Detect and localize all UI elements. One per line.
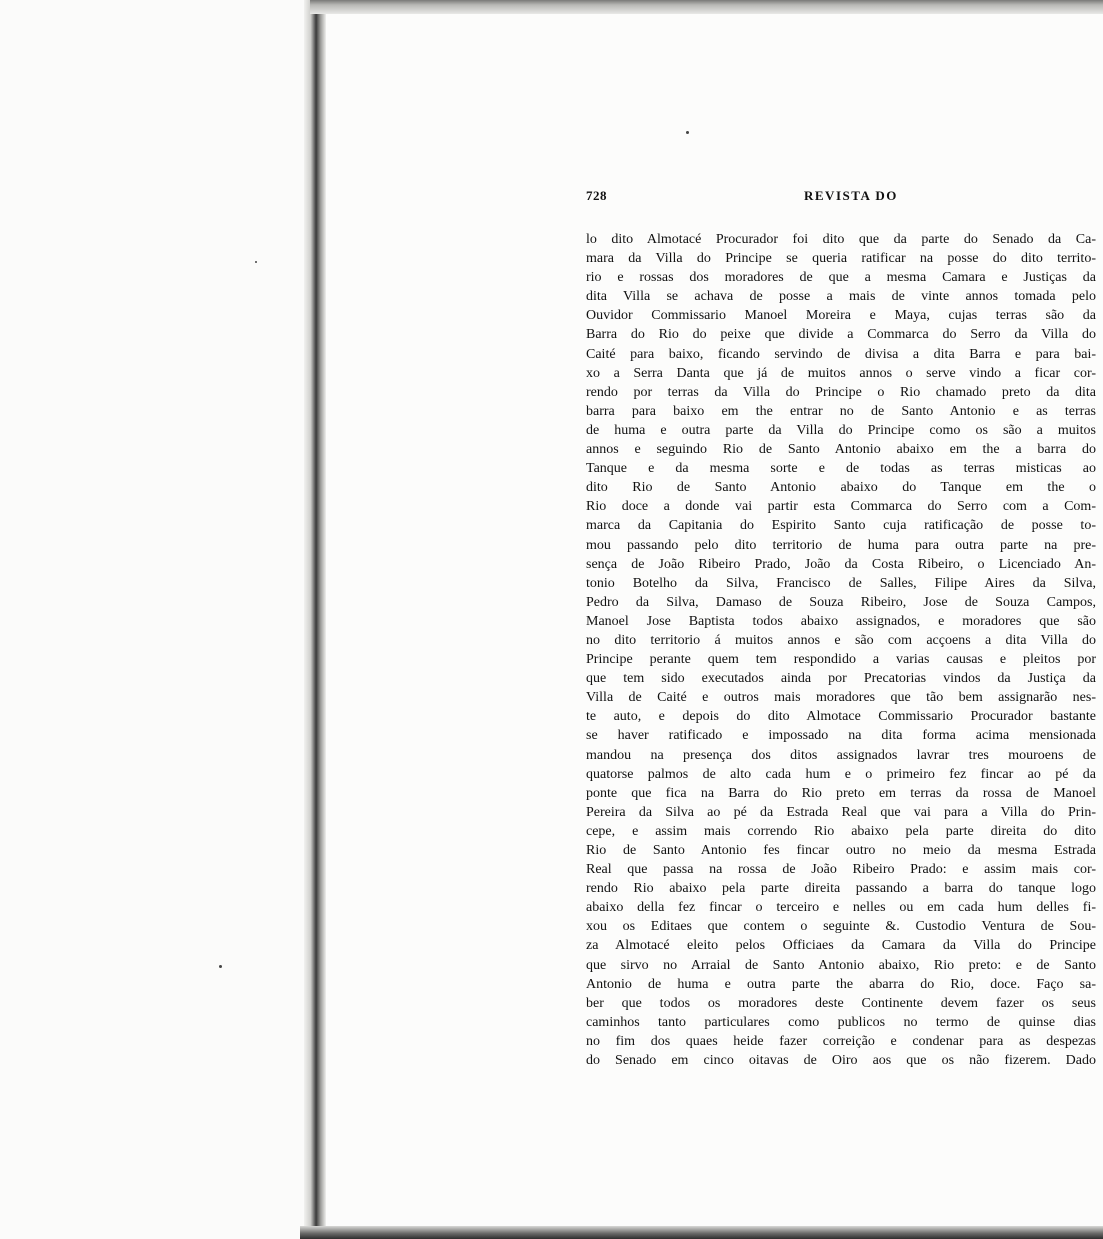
- text-line: xo a Serra Danta que já de muitos annos o serve vindo a ficar cor-: [586, 365, 1096, 381]
- page-bottom-edge: [300, 1226, 1103, 1239]
- running-title: REVISTA DO: [804, 188, 898, 203]
- text-line: se haver ratificado e impossado na dita forma acima mensionada: [586, 728, 1096, 744]
- text-line: Principe perante quem tem respondido a varias causas e pleitos por: [586, 652, 1096, 668]
- text-line: mandou na presença dos ditos assignados lavrar tres mouroens de: [586, 747, 1096, 763]
- paper-speck: [255, 261, 257, 263]
- text-line: xou os Editaes que contem o seguinte &. Custodio Ventura de Sou-: [586, 919, 1096, 935]
- text-line: Real que passa na rossa de João Ribeiro Prado: e assim mais cor-: [586, 862, 1096, 878]
- running-header: [586, 188, 1096, 206]
- text-line: no fim dos quaes heide fazer correição e condenar para as despezas: [586, 1033, 1096, 1049]
- text-line: te auto, e depois do dito Almotace Commissario Procurador bastante: [586, 709, 1096, 725]
- text-line: Pedro da Silva, Damaso de Souza Ribeiro, Jose de Souza Campos,: [586, 594, 1096, 610]
- text-line: marca da Capitania do Espirito Santo cuja ratificação de posse to-: [586, 518, 1096, 534]
- paper-speck: [219, 965, 222, 968]
- text-line: ponte que fica na Barra do Rio preto em terras da rossa de Manoel: [586, 785, 1096, 801]
- text-line: Rio doce a donde vai partir esta Commarca do Serro com a Com-: [586, 499, 1096, 515]
- text-line: Antonio de huma e outra parte the abarra do Rio, doce. Faço sa-: [586, 976, 1096, 992]
- text-line: Villa de Caité e outros mais moradores que tão bem assignarão nes-: [586, 690, 1096, 706]
- text-line: cepe, e assim mais correndo Rio abaixo pela parte direita do dito: [586, 823, 1096, 839]
- page-number: 728: [586, 188, 607, 203]
- text-line: mou passando pelo dito territorio de huma para outra parte na pre-: [586, 537, 1096, 553]
- text-line: abaixo della fez fincar o terceiro e nelles ou em cada hum delles fi-: [586, 900, 1096, 916]
- text-line: Caité para baixo, ficando servindo de divisa a dita Barra e para bai-: [586, 346, 1096, 362]
- text-line: Rio de Santo Antonio fes fincar outro no meio da mesma Estrada: [586, 843, 1096, 858]
- text-line: que tem sido executados ainda por Precatorias vindos da Justiça da: [586, 671, 1096, 687]
- text-line: caminhos tanto particulares como publicos no termo de quinse dias: [586, 1014, 1096, 1030]
- text-line: dito Rio de Santo Antonio abaixo do Tanque em the o: [586, 480, 1096, 496]
- text-line: dita Villa se achava de posse a mais de vinte annos tomada pelo: [586, 289, 1096, 305]
- text-line: ber que todos os moradores deste Continente devem fazer os seus: [586, 995, 1096, 1011]
- text-line: que sirvo no Arraial de Santo Antonio abaixo, Rio preto: e de Santo: [586, 957, 1096, 973]
- text-line: Pereira da Silva ao pé da Estrada Real que vai para a Villa do Prin-: [586, 804, 1096, 820]
- text-line: sença de João Ribeiro Prado, João da Costa Ribeiro, o Licenciado An-: [586, 556, 1096, 572]
- text-line: quatorse palmos de alto cada hum e o primeiro fez fincar ao pé da: [586, 766, 1096, 782]
- text-line: Barra do Rio do peixe que divide a Commarca do Serro da Villa do: [586, 327, 1096, 343]
- paper-speck: [686, 131, 689, 134]
- text-line: lo dito Almotacé Procurador foi dito que da parte do Senado da Ca-: [586, 232, 1096, 247]
- book-spine-gutter: [304, 0, 326, 1239]
- text-line: za Almotacé eleito pelos Officiaes da Camara da Villa do Principe: [586, 938, 1096, 954]
- body-text: [586, 230, 1096, 1070]
- text-line: Manoel Jose Baptista todos abaixo assignados, e moradores que são: [586, 613, 1096, 629]
- text-line: Tanque e da mesma sorte e de todas as terras misticas ao: [586, 461, 1096, 477]
- text-line: no dito territorio á muitos annos e são com acçoens a dita Villa do: [586, 632, 1096, 648]
- text-line: annos e seguindo Rio de Santo Antonio abaixo em the a barra do: [586, 442, 1096, 458]
- text-line: do Senado em cinco oitavas de Oiro aos que os não fizerem. Dado: [586, 1053, 1096, 1069]
- text-line: rendo por terras da Villa do Principe o Rio chamado preto da dita: [586, 384, 1096, 400]
- text-line: tonio Botelho da Silva, Francisco de Salles, Filipe Aires da Silva,: [586, 575, 1096, 591]
- text-line: mara da Villa do Principe se queria ratificar na posse do dito territo-: [586, 251, 1096, 267]
- text-line: Ouvidor Commissario Manoel Moreira e Maya, cujas terras são da: [586, 308, 1096, 324]
- text-line: de huma e outra parte da Villa do Principe como os são a muitos: [586, 422, 1096, 438]
- text-line: rio e rossas dos moradores de que a mesma Camara e Justiças da: [586, 270, 1096, 286]
- text-line: rendo Rio abaixo pela parte direita passando a barra do tanque logo: [586, 881, 1096, 897]
- left-blank-page: [0, 0, 312, 1239]
- page-top-edge: [310, 0, 1103, 14]
- text-line: barra para baixo em the entrar no de Santo Antonio e as terras: [586, 403, 1096, 419]
